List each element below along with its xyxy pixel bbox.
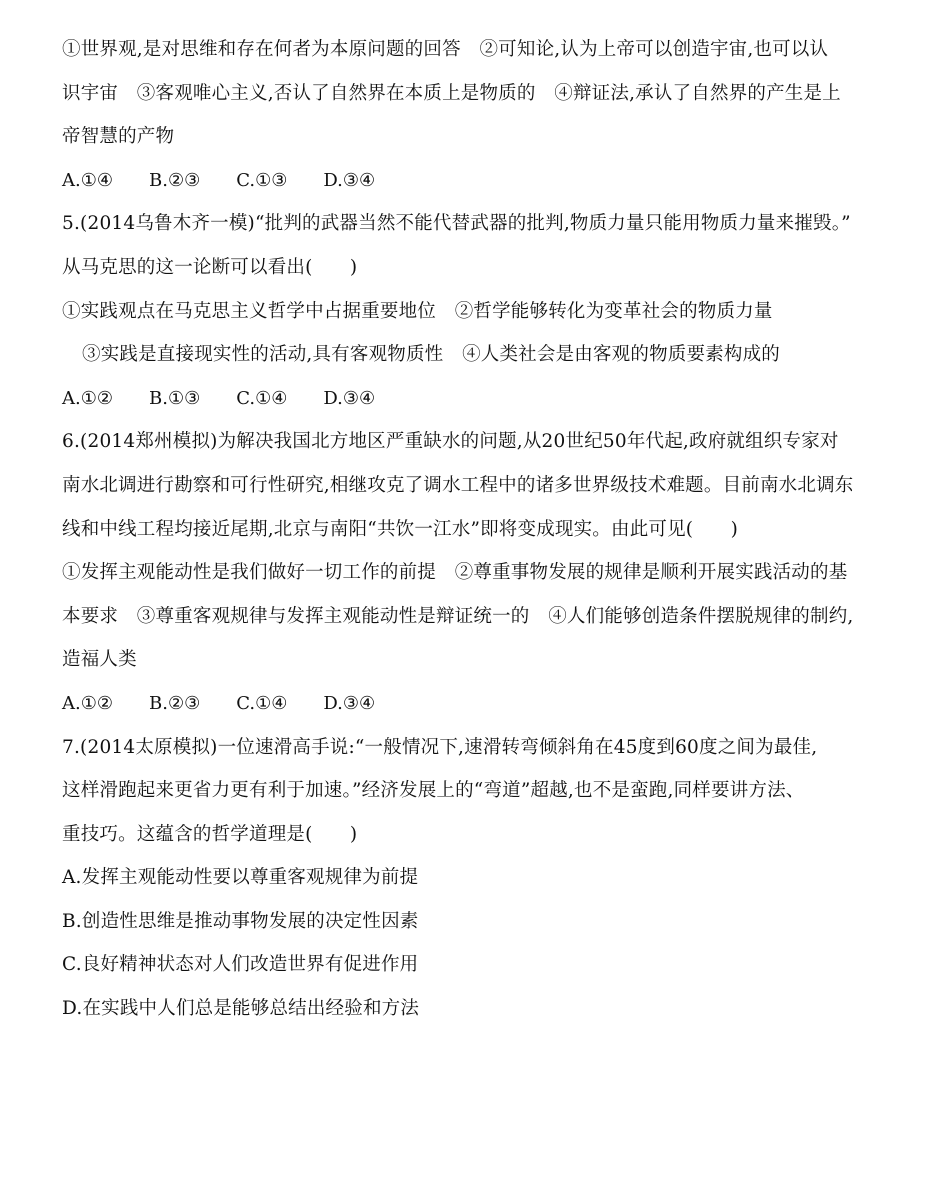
choice-a: A.发挥主观能动性要以尊重客观规律为前提 [62, 867, 419, 889]
question-stem-line: 线和中线工程均接近尾期,北京与南阳“共饮一江水”即将变成现实。由此可见( ) [62, 518, 739, 540]
question-7 [62, 726, 902, 1031]
question-stem-line: 6.(2014郑州模拟)为解决我国北方地区严重缺水的问题,从20世纪50年代起,政府就组织专家对 [62, 431, 839, 453]
statement-line: 帝智慧的产物 [62, 126, 175, 148]
question-stem-line: 南水北调进行勘察和可行性研究,相继攻克了调水工程中的诸多世界级技术难题。目前南水北调东 [62, 474, 854, 496]
question-6 [62, 420, 902, 725]
question-stem-line: 这样滑跑起来更省力更有利于加速。”经济发展上的“弯道”超越,也不是蛮跑,同样要讲方法、 [62, 780, 805, 802]
statement-line: ①发挥主观能动性是我们做好一切工作的前提 ②尊重事物发展的规律是顺利开展实践活动的基 [62, 562, 848, 584]
question-stem-line: 7.(2014太原模拟)一位速滑高手说:“一般情况下,速滑转弯倾斜角在45度到60度之间为最佳, [62, 736, 818, 758]
question-5 [62, 202, 902, 420]
question-4-statements [62, 28, 902, 159]
statement-line: 本要求 ③尊重客观规律与发挥主观能动性是辩证统一的 ④人们能够创造条件摆脱规律的制约, [62, 605, 854, 627]
statement-line: ①世界观,是对思维和存在何者为本原问题的回答 ②可知论,认为上帝可以创造宇宙,也可以认 [62, 39, 829, 60]
statement-line: ①实践观点在马克思主义哲学中占据重要地位 ②哲学能够转化为变革社会的物质力量 [62, 300, 773, 322]
question-6-options: A.①② B.②③ C.①④ D.③④ [62, 692, 376, 714]
choice-d: D.在实践中人们总是能够总结出经验和方法 [62, 998, 420, 1020]
question-4-options: A.①④ B.②③ C.①③ D.③④ [62, 169, 376, 191]
statement-line: ③实践是直接现实性的活动,具有客观物质性 ④人类社会是由客观的物质要素构成的 [82, 344, 780, 366]
question-stem-line: 重技巧。这蕴含的哲学道理是( ) [62, 823, 358, 845]
statement-line: 识宇宙 ③客观唯心主义,否认了自然界在本质上是物质的 ④辩证法,承认了自然界的产生是上 [62, 82, 841, 104]
choice-b: B.创造性思维是推动事物发展的决定性因素 [62, 910, 419, 932]
choice-c: C.良好精神状态对人们改造世界有促进作用 [62, 954, 419, 976]
question-stem-line: 5.(2014乌鲁木齐一模)“批判的武器当然不能代替武器的批判,物质力量只能用物质力量来摧毁。” [62, 213, 851, 235]
exam-page [62, 28, 902, 1031]
question-5-options: A.①② B.①③ C.①④ D.③④ [62, 387, 376, 409]
statement-line: 造福人类 [62, 649, 137, 671]
question-stem-line: 从马克思的这一论断可以看出( ) [62, 256, 358, 278]
